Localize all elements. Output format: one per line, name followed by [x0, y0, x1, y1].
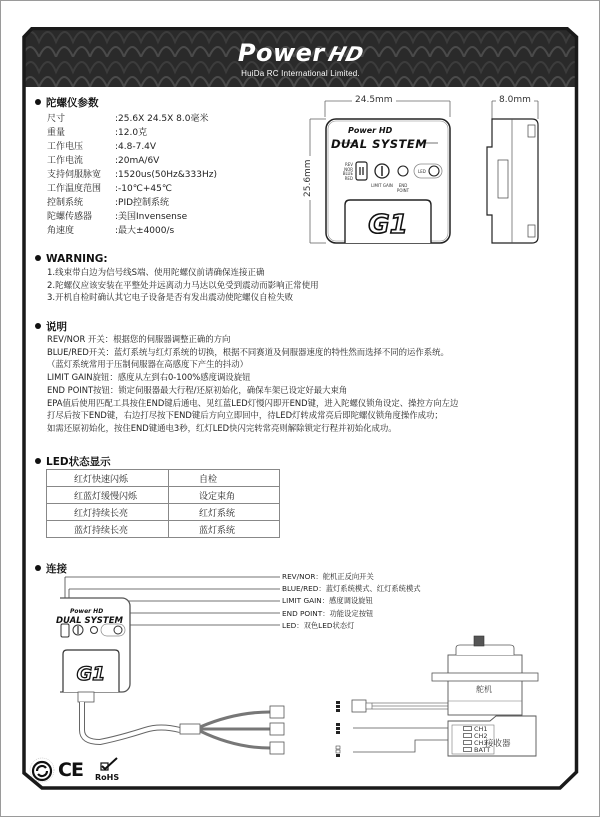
channel-ch1: CH1	[463, 725, 488, 733]
warning-item: 1.线束带白边为信号线S端、使用陀螺仪前请确保连接正确	[47, 268, 265, 278]
servo-label: 舵机	[476, 685, 492, 694]
spec-row: 尺寸 :25.6X 24.5X 8.0毫米	[47, 114, 209, 124]
warning-list	[47, 267, 319, 305]
channel-ch2: CH2	[463, 732, 488, 740]
description-line: LIMIT GAIN旋钮：感度从左到右0-100%感度调设旋钮	[47, 372, 251, 383]
small-device-brand: Power HD	[70, 608, 104, 615]
brand-name: Power	[237, 39, 325, 67]
brand-logo	[22, 40, 579, 79]
spec-row: 重量 :12.0克	[47, 128, 148, 138]
table-row: 红灯快速闪烁 自检	[47, 470, 280, 487]
spec-row: 工作温度范围 :-10℃+45℃	[47, 184, 172, 194]
bullet-icon	[35, 323, 41, 329]
description-line: REV/NOR 开关：根据您的伺服器调整正确的方向	[47, 334, 231, 344]
small-device-name: DUAL SYSTEM	[56, 616, 123, 626]
channel-ch3: CH3	[463, 739, 488, 747]
receiver-label: 接收器	[485, 739, 511, 749]
header	[22, 27, 579, 87]
model-logo: G1	[368, 210, 408, 240]
specs-title: 陀螺仪参数	[35, 95, 99, 110]
description-line: 如需还原初始化，按住END键通电3秒，红灯LED快闪完转常亮则解除锁定行程并初始化成功。	[47, 422, 397, 433]
led-label: LED	[418, 169, 426, 174]
spec-row: 支持伺服脉宽 :1520us(50Hz&333Hz)	[47, 170, 217, 180]
knob-label: LIMIT GAIN	[371, 183, 393, 188]
bullet-icon	[35, 565, 41, 571]
device-brand: Power HD	[348, 126, 393, 135]
callout-led: LED：双色LED状态灯	[282, 620, 355, 630]
spec-row: 控制系统 :PID控制系统	[47, 198, 170, 208]
table-row: 红蓝灯缓慢闪烁 设定束角	[47, 487, 280, 504]
bullet-icon	[35, 99, 41, 105]
connection-callouts	[282, 571, 421, 632]
spec-row: 陀螺传感器 :美国Invensense	[47, 212, 188, 222]
svg-text:G1: G1	[76, 663, 106, 685]
connection-title: 连接	[35, 561, 67, 576]
callout-end-point: END POINT：功能设定按钮	[282, 608, 374, 618]
callout-rev-nor: REV/NOR：舵机正反向开关	[282, 572, 374, 581]
brand-suffix: HD	[325, 42, 367, 66]
device-name: DUAL SYSTEM	[331, 137, 428, 151]
description-text	[47, 333, 458, 435]
ce-mark: CE	[58, 759, 83, 781]
led-status-table	[46, 469, 280, 538]
width-dimension: 24.5mm	[352, 95, 396, 105]
bullet-icon	[35, 255, 41, 261]
channel-batt: BATT	[463, 746, 490, 754]
description-line: BLUE/RED开关：蓝灯系统与红灯系统的切换，根据不同赛道及伺服器速度的特性然而选择不同的运作系统。	[47, 346, 449, 357]
callout-blue-red: BLUE/RED：蓝灯系统模式、红灯系统模式	[282, 584, 421, 594]
spec-row: 角速度 :最大±4000/s	[47, 226, 175, 236]
description-line: （蓝灯系统常用于压制伺服器在高感度下产生的抖动）	[47, 359, 248, 370]
callout-limit-gain: LIMIT GAIN：感度调设旋钮	[282, 596, 373, 606]
specs-list	[47, 112, 217, 238]
description-line: 打尽后按下END键，右边打尽按下END键后方向立即回中，待LED灯转成常亮后即陀螺仪锁角度操作成功；	[47, 410, 443, 421]
table-row: 红灯持续长亮 红灯系统	[47, 504, 280, 521]
spec-row: 工作电压 :4.8-7.4V	[47, 142, 157, 152]
bullet-icon	[35, 458, 41, 464]
height-dimension: 25.6mm	[303, 156, 313, 200]
green-dot-icon	[29, 757, 55, 783]
button-label: END POINT	[396, 183, 410, 193]
warning-title: WARNING:	[35, 253, 108, 265]
warning-item: 2.陀螺仪应该安装在平整处并远离动力马达以免受到震动而影响正常使用	[47, 280, 319, 291]
rohs-mark: RoHS	[95, 773, 120, 782]
spec-row: 工作电流 :20mA/6V	[47, 156, 160, 166]
company-name: HuiDa RC International Limited.	[241, 69, 360, 78]
description-line: EPA值后使用匹配工具按住END键后通电、见红蓝LED灯慢闪即开END键，进入陀螺仪锁角设定、操控方向左边	[47, 397, 459, 408]
warning-item: 3.开机自检时确认其它电子设备是否有发出震动使陀螺仪自检失败	[47, 293, 294, 303]
description-line: END POINT按钮：锁定伺服器最大行程/还原初始化，确保车架已设定好最大束角	[47, 384, 348, 395]
led-status-title: LED状态显示	[35, 454, 111, 469]
rohs-check-icon	[99, 757, 121, 773]
table-row: 蓝灯持续长亮 蓝灯系统	[47, 521, 280, 538]
description-title: 说明	[35, 319, 67, 334]
depth-dimension: 8.0mm	[496, 95, 534, 105]
switch-labels: REV NOR BLUE RED	[342, 162, 353, 181]
